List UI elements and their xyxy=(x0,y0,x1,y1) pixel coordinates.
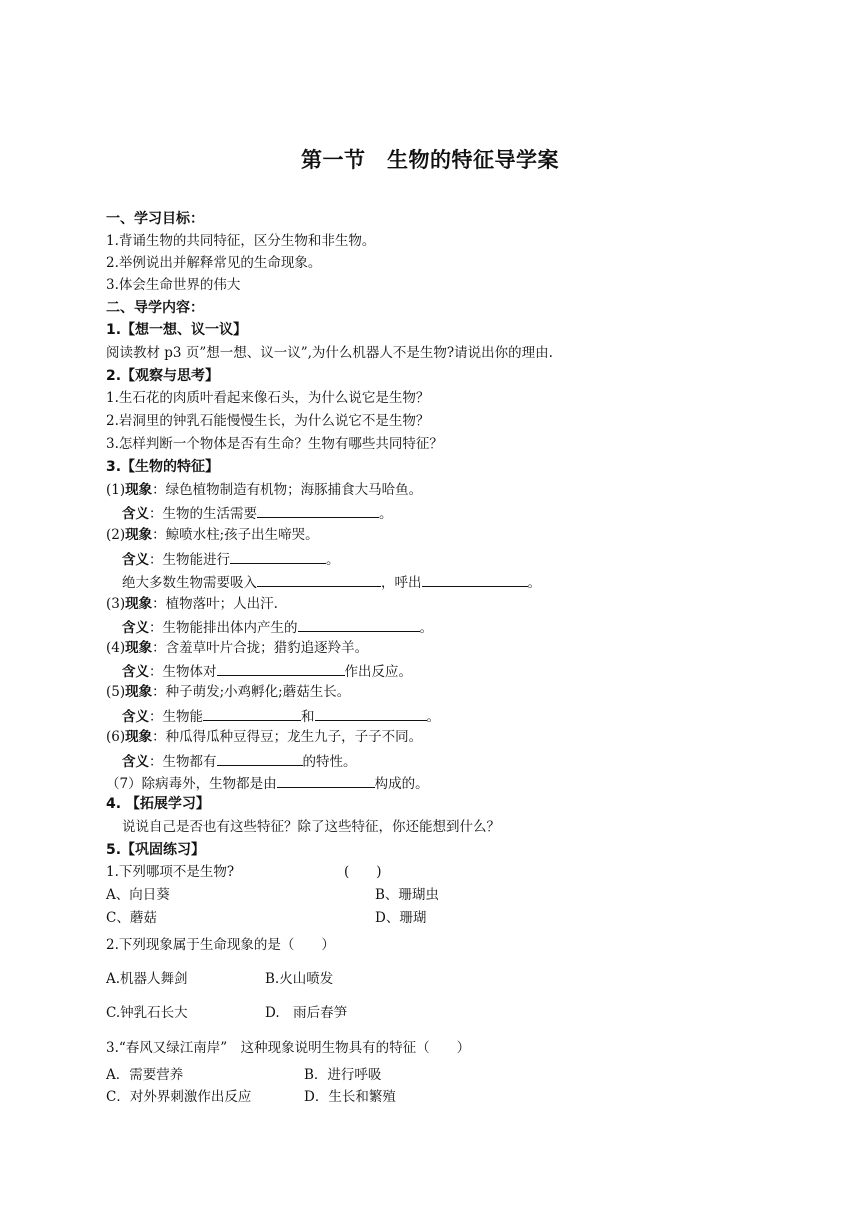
feature-3-phenomenon xyxy=(106,595,278,613)
feature-number: (5) xyxy=(106,684,126,700)
feature-1-phenomenon xyxy=(106,481,422,499)
question-item-3: 3.怎样判断一个物体是否有生命？生物有哪些共同特征？ xyxy=(106,436,443,452)
phenomenon-label: 现象 xyxy=(125,482,153,498)
q3-option-c[interactable]: C．对外界刺激作出反应 xyxy=(106,1089,252,1105)
feature-number: (2) xyxy=(106,527,126,543)
fill-blank[interactable] xyxy=(217,751,303,766)
meaning-text-end: 作出反应。 xyxy=(344,664,412,680)
fill-blank[interactable] xyxy=(298,617,420,632)
feature-1-meaning xyxy=(122,503,393,523)
part-1-heading: 1.【想一想、议一议】 xyxy=(106,322,248,338)
part-3-heading: 3.【生物的特征】 xyxy=(106,459,220,475)
extra-text-end: 。 xyxy=(527,575,541,591)
feature-2-phenomenon xyxy=(106,526,319,544)
meaning-label: 含义 xyxy=(122,506,149,522)
phenomenon-text: ：植物落叶；人出汗. xyxy=(152,596,278,612)
section-2-heading: 二、导学内容： xyxy=(106,300,204,316)
part-5-heading: 5.【巩固练习】 xyxy=(106,842,206,858)
feature-number: (6) xyxy=(106,729,126,745)
meaning-text: ：生物的生活需要 xyxy=(149,506,257,522)
q1-option-b[interactable]: B、珊瑚虫 xyxy=(375,887,439,903)
fill-blank[interactable] xyxy=(315,706,427,721)
phenomenon-text: ：绿色植物制造有机物；海豚捕食大马哈鱼。 xyxy=(152,482,423,498)
feature-2-meaning xyxy=(122,549,340,569)
q2-stem: 2.下列现象属于生命现象的是（ ） xyxy=(106,937,335,953)
meaning-text-end: 的特性。 xyxy=(302,754,357,770)
q1-stem: 1.下列哪项不是生物? xyxy=(106,864,235,880)
phenomenon-label: 现象 xyxy=(125,640,153,656)
feature-7-text-end: 构成的。 xyxy=(374,776,429,792)
phenomenon-label: 现象 xyxy=(125,527,153,543)
q3-option-a[interactable]: A．需要营养 xyxy=(106,1067,184,1083)
part-4-text: 说说自己是否也有这些特征？除了这些特征，你还能想到什么？ xyxy=(122,819,500,835)
fill-blank[interactable] xyxy=(230,549,326,564)
feature-7 xyxy=(106,773,429,793)
part-1-text: 阅读教材 p3 页”想一想、议一议”,为什么机器人不是生物?请说出你的理由. xyxy=(106,345,553,361)
fill-blank[interactable] xyxy=(203,706,301,721)
feature-number: (1) xyxy=(106,482,126,498)
feature-5-meaning xyxy=(122,706,440,726)
meaning-label: 含义 xyxy=(122,664,149,680)
q3-stem: 3.“春风又绿江南岸” 这种现象说明生物具有的特征（ ） xyxy=(106,1040,471,1056)
section-1-heading: 一、学习目标： xyxy=(106,211,204,227)
q1-option-d[interactable]: D、珊瑚 xyxy=(375,910,427,926)
fill-blank[interactable] xyxy=(422,572,528,587)
q1-option-c[interactable]: C、蘑菇 xyxy=(106,910,157,926)
meaning-label: 含义 xyxy=(122,552,149,568)
feature-5-phenomenon xyxy=(106,683,350,701)
q2-option-d[interactable]: D. 雨后春笋 xyxy=(265,1005,348,1021)
meaning-text-mid: 和 xyxy=(301,709,315,725)
feature-4-meaning xyxy=(122,661,412,681)
feature-number: (3) xyxy=(106,596,126,612)
q3-option-b[interactable]: B．进行呼吸 xyxy=(304,1067,382,1083)
extra-text-mid: ，呼出 xyxy=(381,575,422,591)
fill-blank[interactable] xyxy=(257,572,381,587)
q1-answer-paren[interactable]: ( ) xyxy=(344,864,382,880)
part-4-heading: 4. 【拓展学习】 xyxy=(106,796,210,812)
phenomenon-text: ：含羞草叶片合拢；猎豹追逐羚羊。 xyxy=(152,640,369,656)
meaning-label: 含义 xyxy=(122,754,149,770)
feature-4-phenomenon xyxy=(106,639,368,657)
q2-option-a[interactable]: A.机器人舞剑 xyxy=(106,971,188,987)
phenomenon-label: 现象 xyxy=(125,684,153,700)
question-item-1: 1.生石花的肉质叶看起来像石头，为什么说它是生物？ xyxy=(106,390,430,406)
extra-text: 绝大多数生物需要吸入 xyxy=(122,575,257,591)
feature-7-text: （7）除病毒外，生物都是由 xyxy=(106,776,277,792)
objective-1: 1.背诵生物的共同特征，区分生物和非生物。 xyxy=(106,233,376,249)
meaning-label: 含义 xyxy=(122,709,149,725)
meaning-text-end: 。 xyxy=(379,506,393,522)
page-title: 第一节 生物的特征导学案 xyxy=(301,148,559,172)
phenomenon-text: ：种子萌发;小鸡孵化;蘑菇生长。 xyxy=(152,684,351,700)
fill-blank[interactable] xyxy=(257,503,379,518)
meaning-text: ：生物能排出体内产生的 xyxy=(149,620,298,636)
meaning-text-end: 。 xyxy=(426,709,440,725)
phenomenon-label: 现象 xyxy=(125,729,153,745)
q2-option-b[interactable]: B.火山喷发 xyxy=(265,971,334,987)
phenomenon-text: ：种瓜得瓜种豆得豆；龙生九子，子子不同。 xyxy=(152,729,423,745)
q2-option-c[interactable]: C.钟乳石长大 xyxy=(106,1005,188,1021)
phenomenon-label: 现象 xyxy=(125,596,153,612)
q3-option-d[interactable]: D．生长和繁殖 xyxy=(304,1089,396,1105)
feature-6-meaning xyxy=(122,751,357,771)
meaning-label: 含义 xyxy=(122,620,149,636)
question-item-2: 2.岩洞里的钟乳石能慢慢生长，为什么说它不是生物？ xyxy=(106,413,430,429)
q1-option-a[interactable]: A、向日葵 xyxy=(106,887,170,903)
objective-3: 3.体会生命世界的伟大 xyxy=(106,277,241,293)
feature-2-extra xyxy=(122,572,541,592)
fill-blank[interactable] xyxy=(217,661,345,676)
feature-number: (4) xyxy=(106,640,126,656)
meaning-text-end: 。 xyxy=(419,620,433,636)
meaning-text-end: 。 xyxy=(326,552,340,568)
meaning-text: ：生物体对 xyxy=(149,664,217,680)
meaning-text: ：生物能进行 xyxy=(149,552,230,568)
feature-6-phenomenon xyxy=(106,728,422,746)
part-2-heading: 2.【观察与思考】 xyxy=(106,368,220,384)
objective-2: 2.举例说出并解释常见的生命现象。 xyxy=(106,255,322,271)
meaning-text: ：生物都有 xyxy=(149,754,217,770)
fill-blank[interactable] xyxy=(277,773,375,788)
feature-3-meaning xyxy=(122,617,433,637)
meaning-text: ：生物能 xyxy=(149,709,203,725)
phenomenon-text: ：鲸喷水柱;孩子出生啼哭。 xyxy=(152,527,319,543)
